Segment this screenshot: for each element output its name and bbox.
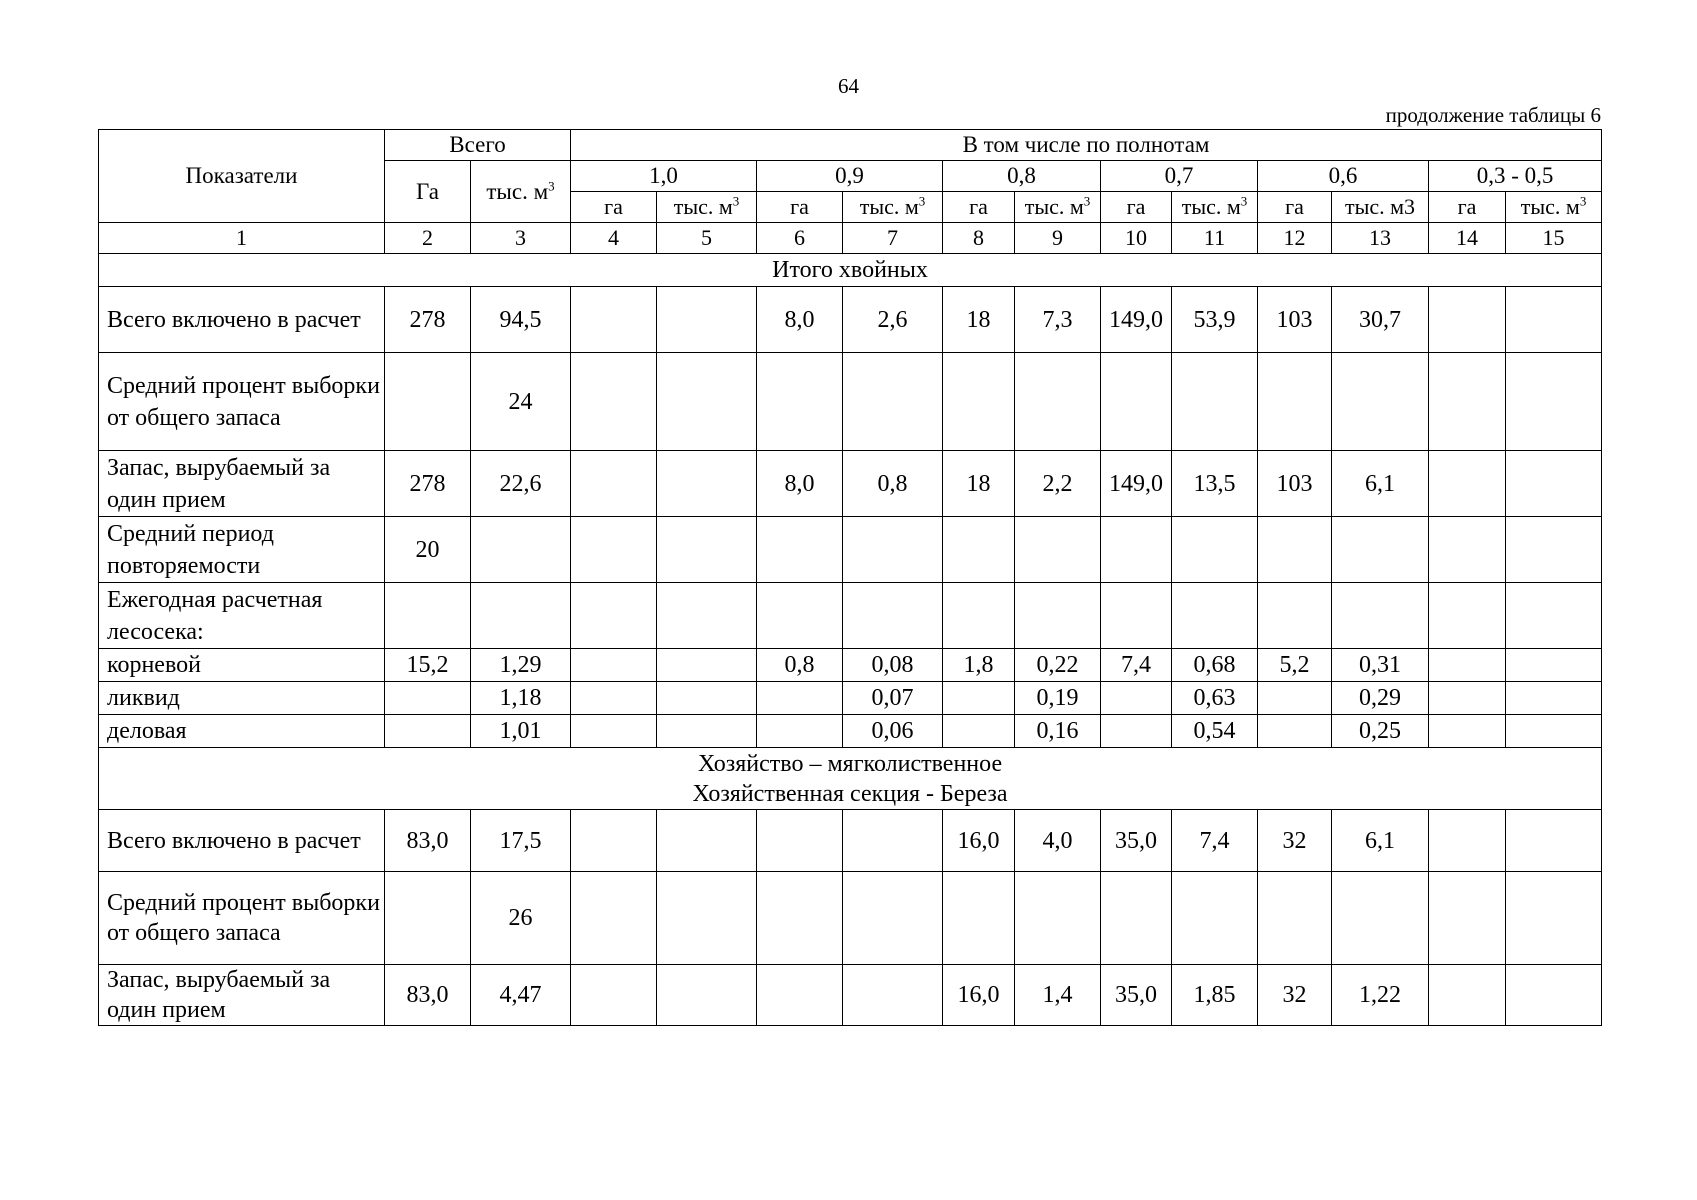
data-cell: [1101, 872, 1172, 965]
data-cell: 8,0: [757, 287, 843, 353]
header-sub-ha: га: [1101, 192, 1172, 223]
data-cell: 149,0: [1101, 451, 1172, 517]
data-cell: 5,2: [1258, 649, 1332, 682]
data-cell: 0,8: [843, 451, 943, 517]
data-cell: 24: [471, 353, 571, 451]
data-cell: [843, 810, 943, 872]
data-cell: 32: [1258, 965, 1332, 1026]
data-cell: [571, 649, 657, 682]
data-cell: 94,5: [471, 287, 571, 353]
data-cell: [1101, 583, 1172, 649]
data-cell: [657, 451, 757, 517]
header-density: 0,8: [943, 161, 1101, 192]
header-sub-ha: га: [571, 192, 657, 223]
header-indicators: Показатели: [99, 130, 385, 223]
data-cell: [1506, 451, 1602, 517]
data-cell: 1,85: [1172, 965, 1258, 1026]
data-cell: 17,5: [471, 810, 571, 872]
data-cell: [1015, 583, 1101, 649]
data-cell: [757, 517, 843, 583]
column-number: 10: [1101, 223, 1172, 254]
data-cell: [1101, 353, 1172, 451]
column-number-row: [99, 223, 1602, 254]
data-cell: [943, 872, 1015, 965]
column-number: 13: [1332, 223, 1429, 254]
rows-conifers: [99, 287, 1602, 748]
data-cell: [1332, 517, 1429, 583]
data-cell: [843, 965, 943, 1026]
data-cell: [657, 583, 757, 649]
table-continuation-note: продолжение таблицы 6: [1385, 103, 1601, 127]
data-cell: 0,68: [1172, 649, 1258, 682]
header-sub-ha: га: [943, 192, 1015, 223]
data-cell: 83,0: [385, 965, 471, 1026]
data-cell: [1332, 872, 1429, 965]
data-cell: 1,01: [471, 715, 571, 748]
section-title-line: Хозяйство – мягколиственное: [697, 750, 1003, 777]
data-cell: [1258, 715, 1332, 748]
data-cell: [571, 965, 657, 1026]
header-including: В том числе по полнотам: [571, 130, 1602, 161]
data-cell: 1,8: [943, 649, 1015, 682]
data-cell: 0,06: [843, 715, 943, 748]
data-cell: 0,63: [1172, 682, 1258, 715]
table-row: [99, 872, 1602, 965]
data-cell: 0,22: [1015, 649, 1101, 682]
table-row: [99, 517, 1602, 583]
header-total: Всего: [385, 130, 571, 161]
data-cell: [571, 451, 657, 517]
rows-birch: [99, 810, 1602, 1026]
data-cell: [1506, 517, 1602, 583]
data-cell: [1015, 872, 1101, 965]
data-cell: 0,31: [1332, 649, 1429, 682]
data-cell: [1101, 517, 1172, 583]
data-cell: [1506, 287, 1602, 353]
data-cell: [657, 649, 757, 682]
data-cell: 26: [471, 872, 571, 965]
data-cell: 149,0: [1101, 287, 1172, 353]
data-cell: [843, 353, 943, 451]
column-number: 12: [1258, 223, 1332, 254]
table-row: [99, 353, 1602, 451]
data-cell: [1429, 583, 1506, 649]
data-cell: 0,29: [1332, 682, 1429, 715]
header-sub-volume: тыс. $м^3$: [1172, 192, 1258, 223]
data-cell: [1429, 715, 1506, 748]
data-cell: [843, 517, 943, 583]
page-number: 64: [838, 74, 859, 98]
data-cell: 103: [1258, 287, 1332, 353]
data-cell: [1172, 353, 1258, 451]
section-title: Итого хвойных: [99, 254, 1602, 287]
data-cell: [1429, 649, 1506, 682]
data-cell: [1506, 810, 1602, 872]
column-number: 6: [757, 223, 843, 254]
data-cell: [1172, 583, 1258, 649]
data-cell: 278: [385, 287, 471, 353]
header-sub-volume: тыс. м3: [1332, 192, 1429, 223]
data-cell: [943, 715, 1015, 748]
row-label: Средний период повторяемости: [99, 517, 385, 583]
data-cell: [1429, 682, 1506, 715]
data-cell: [1332, 583, 1429, 649]
data-cell: 6,1: [1332, 810, 1429, 872]
header-sub-volume: тыс. $м^3$: [657, 192, 757, 223]
data-cell: [943, 517, 1015, 583]
data-cell: [1332, 353, 1429, 451]
column-number: 8: [943, 223, 1015, 254]
data-cell: 32: [1258, 810, 1332, 872]
column-number: 14: [1429, 223, 1506, 254]
table-row: [99, 649, 1602, 682]
table-row: [99, 810, 1602, 872]
data-cell: [1015, 517, 1101, 583]
data-cell: [757, 682, 843, 715]
data-cell: [1506, 872, 1602, 965]
data-cell: 2,6: [843, 287, 943, 353]
data-cell: [657, 872, 757, 965]
data-cell: 0,08: [843, 649, 943, 682]
table-row: [99, 451, 1602, 517]
data-cell: [1258, 682, 1332, 715]
data-cell: [757, 583, 843, 649]
header-density: 0,7: [1101, 161, 1258, 192]
data-cell: [1258, 517, 1332, 583]
data-cell: [571, 810, 657, 872]
column-number: 9: [1015, 223, 1101, 254]
header-sub-ha: га: [1258, 192, 1332, 223]
data-cell: 53,9: [1172, 287, 1258, 353]
data-cell: 35,0: [1101, 965, 1172, 1026]
data-cell: 0,8: [757, 649, 843, 682]
data-cell: [1172, 872, 1258, 965]
header-sub-volume: тыс. $м^3$: [1015, 192, 1101, 223]
column-number: 11: [1172, 223, 1258, 254]
row-label: деловая: [99, 715, 385, 748]
data-cell: [385, 583, 471, 649]
table-row: [99, 583, 1602, 649]
row-label: Запас, вырубаемый за один прием: [99, 965, 385, 1026]
data-cell: [1429, 451, 1506, 517]
data-cell: [471, 583, 571, 649]
data-cell: 4,47: [471, 965, 571, 1026]
section-row-birch: [99, 748, 1602, 810]
data-cell: [943, 353, 1015, 451]
data-cell: [471, 517, 571, 583]
data-cell: 15,2: [385, 649, 471, 682]
data-cell: 0,07: [843, 682, 943, 715]
data-cell: 20: [385, 517, 471, 583]
data-cell: [571, 353, 657, 451]
data-cell: [1429, 965, 1506, 1026]
data-cell: 8,0: [757, 451, 843, 517]
data-cell: [757, 353, 843, 451]
data-cell: [657, 715, 757, 748]
column-number: 2: [385, 223, 471, 254]
data-cell: 4,0: [1015, 810, 1101, 872]
data-cell: 1,18: [471, 682, 571, 715]
data-cell: [1015, 353, 1101, 451]
column-number: 3: [471, 223, 571, 254]
data-cell: [943, 682, 1015, 715]
data-cell: [385, 682, 471, 715]
row-label: Всего включено в расчет: [99, 810, 385, 872]
data-cell: [657, 517, 757, 583]
data-cell: [1506, 583, 1602, 649]
data-cell: [571, 517, 657, 583]
data-cell: [1172, 517, 1258, 583]
header-total-volume: тыс. $м^3$: [471, 161, 571, 223]
data-cell: 22,6: [471, 451, 571, 517]
table-row: [99, 965, 1602, 1026]
data-cell: 83,0: [385, 810, 471, 872]
table-row: [99, 682, 1602, 715]
data-cell: [757, 965, 843, 1026]
data-cell: [943, 583, 1015, 649]
data-cell: [1101, 715, 1172, 748]
data-cell: [657, 682, 757, 715]
data-cell: 0,16: [1015, 715, 1101, 748]
data-cell: [657, 287, 757, 353]
data-cell: [1429, 353, 1506, 451]
header-sub-volume: тыс. $м^3$: [1506, 192, 1602, 223]
data-cell: [385, 872, 471, 965]
data-cell: [571, 872, 657, 965]
table-row: [99, 715, 1602, 748]
data-cell: [571, 287, 657, 353]
row-label: ликвид: [99, 682, 385, 715]
data-cell: [1429, 810, 1506, 872]
data-cell: [1258, 583, 1332, 649]
data-cell: [657, 965, 757, 1026]
column-number: 5: [657, 223, 757, 254]
header-density: 0,3 - 0,5: [1429, 161, 1602, 192]
data-cell: 18: [943, 451, 1015, 517]
data-cell: [385, 353, 471, 451]
data-cell: 278: [385, 451, 471, 517]
data-cell: [1506, 715, 1602, 748]
forest-table: [98, 129, 1602, 1026]
data-cell: [1429, 872, 1506, 965]
data-cell: [1506, 353, 1602, 451]
data-cell: [571, 715, 657, 748]
data-cell: 7,4: [1172, 810, 1258, 872]
data-cell: 1,22: [1332, 965, 1429, 1026]
header-total-ha: Га: [385, 161, 471, 223]
column-number: 4: [571, 223, 657, 254]
data-cell: 0,25: [1332, 715, 1429, 748]
header-density: 1,0: [571, 161, 757, 192]
header-sub-ha: га: [1429, 192, 1506, 223]
data-cell: 13,5: [1172, 451, 1258, 517]
column-number: 7: [843, 223, 943, 254]
data-cell: [757, 872, 843, 965]
column-number: 1: [99, 223, 385, 254]
data-cell: [843, 583, 943, 649]
data-cell: [1429, 287, 1506, 353]
data-cell: [757, 715, 843, 748]
data-cell: [571, 583, 657, 649]
data-cell: 0,54: [1172, 715, 1258, 748]
header-density: 0,6: [1258, 161, 1429, 192]
data-cell: [757, 810, 843, 872]
data-cell: 35,0: [1101, 810, 1172, 872]
data-cell: [1506, 649, 1602, 682]
header-sub-volume: тыс. $м^3$: [843, 192, 943, 223]
data-cell: 103: [1258, 451, 1332, 517]
data-cell: 1,4: [1015, 965, 1101, 1026]
data-cell: 18: [943, 287, 1015, 353]
row-label: Запас, вырубаемый за один прием: [99, 451, 385, 517]
section-row-conifers: [99, 254, 1602, 287]
data-cell: [1258, 872, 1332, 965]
data-cell: [657, 353, 757, 451]
column-number: 15: [1506, 223, 1602, 254]
data-cell: [1506, 965, 1602, 1026]
section-title-line: Хозяйственная секция - Береза: [692, 780, 1008, 807]
row-label: Средний процент выборки от общего запаса: [99, 353, 385, 451]
data-cell: [1429, 517, 1506, 583]
table-row: [99, 287, 1602, 353]
data-cell: 7,4: [1101, 649, 1172, 682]
row-label: Средний процент выборки от общего запаса: [99, 872, 385, 965]
header-sub-ha: га: [757, 192, 843, 223]
header-density: 0,9: [757, 161, 943, 192]
row-label: корневой: [99, 649, 385, 682]
data-cell: [1101, 682, 1172, 715]
data-cell: [1506, 682, 1602, 715]
data-cell: 16,0: [943, 810, 1015, 872]
section-title: [99, 748, 1602, 810]
data-cell: 2,2: [1015, 451, 1101, 517]
row-label: Ежегодная расчетная лесосека:: [99, 583, 385, 649]
data-cell: 16,0: [943, 965, 1015, 1026]
header-row-1: [99, 130, 1602, 161]
data-cell: [385, 715, 471, 748]
data-cell: 6,1: [1332, 451, 1429, 517]
row-label: Всего включено в расчет: [99, 287, 385, 353]
data-cell: [843, 872, 943, 965]
data-cell: [571, 682, 657, 715]
data-cell: 0,19: [1015, 682, 1101, 715]
data-cell: [1258, 353, 1332, 451]
data-cell: [657, 810, 757, 872]
data-cell: 7,3: [1015, 287, 1101, 353]
data-cell: 1,29: [471, 649, 571, 682]
data-cell: 30,7: [1332, 287, 1429, 353]
